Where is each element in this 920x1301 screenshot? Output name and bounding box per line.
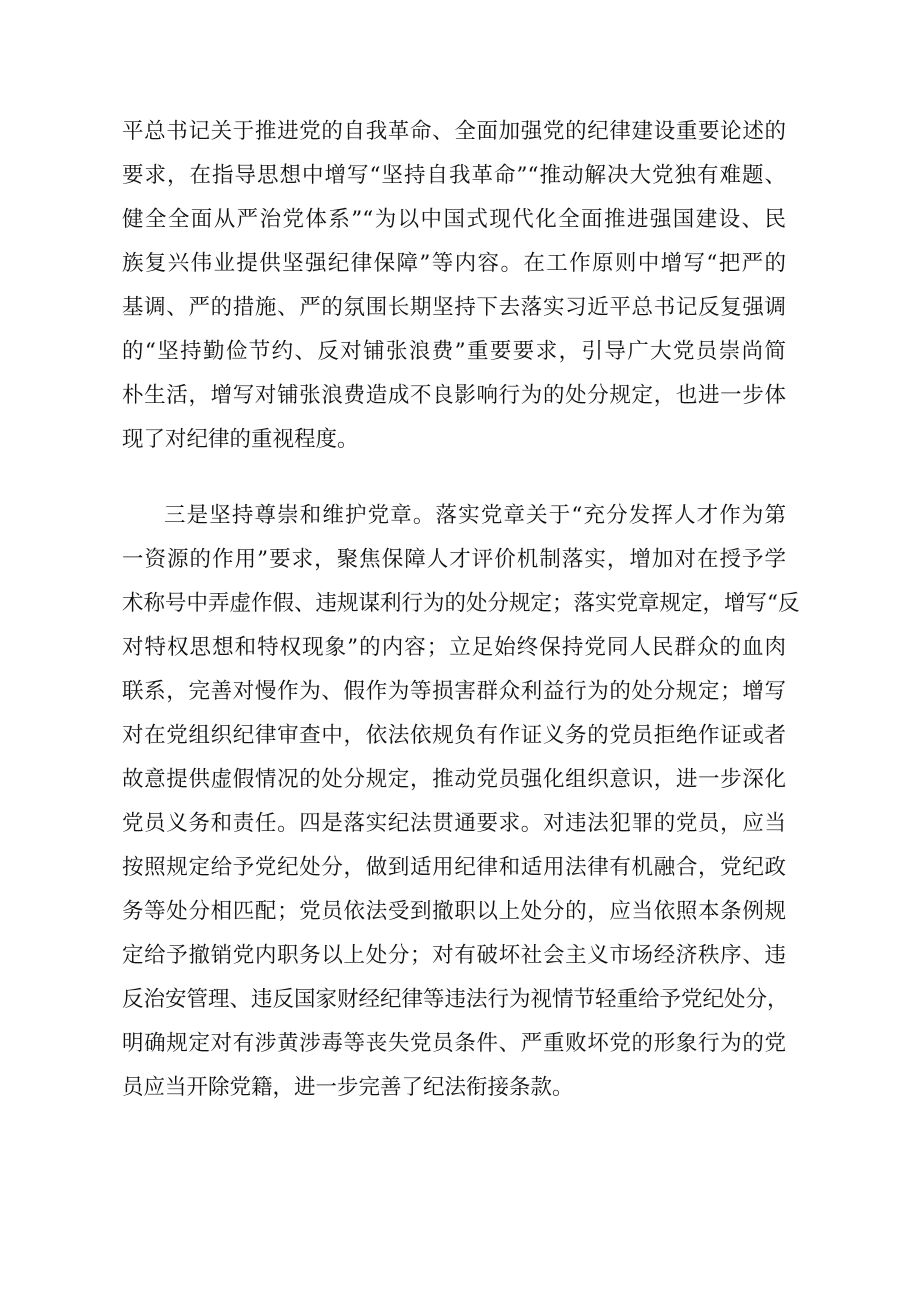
text-line: 的“坚持勤俭节约、反对铺张浪费”重要要求，引导广大党员崇尚简 [122, 339, 786, 364]
text-line: 定给予撤销党内职务以上处分；对有破坏社会主义市场经济秩序、违 [122, 943, 786, 968]
text-line: 按照规定给予党纪处分，做到适用纪律和适用法律有机融合，党纪政 [122, 855, 786, 880]
text-line: 员应当开除党籍，进一步完善了纪法衔接条款。 [122, 1075, 574, 1100]
text-line: 三是坚持尊崇和维护党章。落实党章关于“充分发挥人才作为第 [164, 503, 786, 528]
text-line: 反治安管理、违反国家财经纪律等违法行为视情节轻重给予党纪处分， [122, 987, 789, 1012]
text-line: 明确规定对有涉黄涉毒等丧失党员条件、严重败坏党的形象行为的党 [122, 1031, 786, 1056]
text-line: 对在党组织纪律审查中，依法依规负有作证义务的党员拒绝作证或者 [122, 723, 786, 748]
text-line: 朴生活，增写对铺张浪费造成不良影响行为的处分规定，也进一步体 [122, 383, 786, 408]
text-line: 一资源的作用”要求，聚焦保障人才评价机制落实，增加对在授予学 [122, 547, 786, 572]
text-line: 务等处分相匹配；党员依法受到撤职以上处分的，应当依照本条例规 [122, 899, 786, 924]
text-line: 健全全面从严治党体系”“为以中国式现代化全面推进强国建设、民 [122, 207, 786, 232]
text-line: 要求，在指导思想中增写“坚持自我革命”“推动解决大党独有难题、 [122, 163, 786, 188]
text-line: 平总书记关于推进党的自我革命、全面加强党的纪律建设重要论述的 [122, 119, 786, 144]
text-line: 对特权思想和特权现象”的内容；立足始终保持党同人民群众的血肉 [122, 635, 786, 660]
text-line: 故意提供虚假情况的处分规定，推动党员强化组织意识，进一步深化 [122, 767, 786, 792]
text-line: 联系，完善对慢作为、假作为等损害群众利益行为的处分规定；增写 [122, 679, 786, 704]
text-line: 术称号中弄虚作假、违规谋利行为的处分规定；落实党章规定，增写“反 [122, 591, 800, 616]
text-line: 族复兴伟业提供坚强纪律保障”等内容。在工作原则中增写“把严的 [122, 251, 786, 276]
text-line: 党员义务和责任。四是落实纪法贯通要求。对违法犯罪的党员，应当 [122, 811, 786, 836]
text-line: 现了对纪律的重视程度。 [122, 427, 359, 452]
text-line: 基调、严的措施、严的氛围长期坚持下去落实习近平总书记反复强调 [122, 295, 786, 320]
